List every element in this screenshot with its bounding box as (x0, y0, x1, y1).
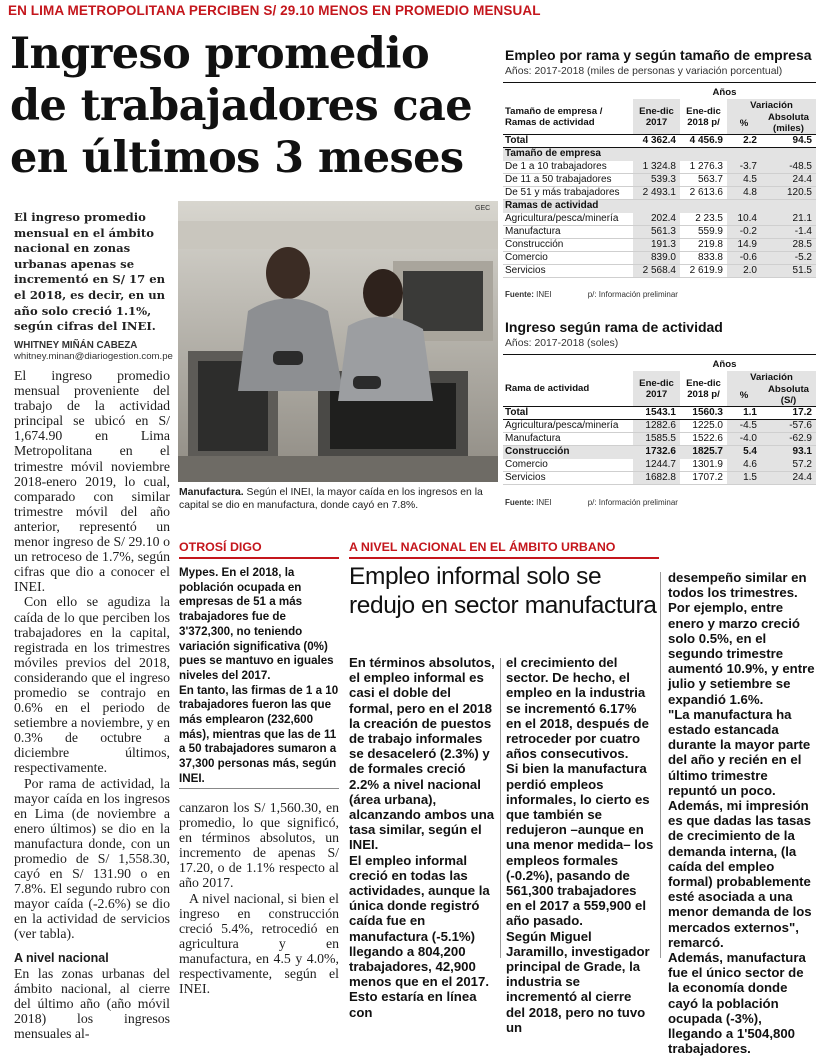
cell-value: -4.0 (727, 433, 761, 446)
cell-value: 1.1 (727, 407, 761, 420)
byline-email[interactable]: whitney.minan@diariogestion.com.pe (14, 351, 173, 362)
cell-value: 2 619.9 (680, 265, 727, 278)
table-row (503, 148, 816, 161)
table2-title: Ingreso según rama de actividad (505, 319, 723, 335)
cell-value: 839.0 (633, 252, 680, 265)
table1-top-rule (503, 82, 816, 83)
row-label: De 51 y más trabajadores (503, 187, 633, 200)
cell-value: 563.7 (680, 174, 727, 187)
body-paragraph: Por rama de actividad, la mayor caída en los ingresos en Lima (de noviembre a enero últimos) se dio en la manufactura donde, con un promedio de S/ 1,558.30, cayó en S/ 131.90 o en 7.8%. El segundo rubro con mayor caída (-2.6%) se dio en la actividad de servicios (ver tabla). (14, 775, 170, 942)
otrosi-separator (179, 788, 339, 789)
table2-subtitle: Años: 2017-2018 (soles) (505, 338, 619, 349)
body-paragraph: El ingreso promedio mensual proveniente del trabajo de la actividad principal se ubicó en S/ 1,674.90 en Lima Metropolitana en el trimestre móvil noviembre 2018-enero 2019, lo cual, comparado con similar trimestre móvil del año anterior, representó un menor ingreso de S/ 29.10 o un retroceso de 1.7%, según cifras que dio a conocer el INEI. (14, 368, 170, 595)
cell-value: -62.9 (761, 433, 816, 446)
sidebar-column-1: En términos absolutos, el empleo informal es casi el doble del formal, pero en el 2018 la creación de puestos de trabajo informales se desaceleró (2.3%) y de formales creció 2.2% a nivel nacional (área urbana), alcanzando ambos una tasa similar, según el INEI. El empleo informal creció en todas las actividades, aunque la única donde registró caída fue en manufactura (-5.1%) llegando a 804,200 trabajadores, 42,900 menos que en el 2017. Esto estaría en línea con (349, 655, 495, 1020)
cell-value: 4 362.4 (633, 135, 680, 148)
row-label: Comercio (503, 459, 633, 472)
table2-note: p/: Información preliminar (587, 498, 678, 507)
cell-value: 1225.0 (680, 420, 727, 433)
caption-lead: Manufactura. (179, 487, 244, 498)
cell-value: 93.1 (761, 446, 816, 459)
body-paragraph: En las zonas urbanas del ámbito nacional, al cierre del último año (año móvil 2018) los ingresos mensuales al- (14, 965, 170, 1042)
cell-value: 94.5 (761, 135, 816, 148)
cell-value: 57.2 (761, 459, 816, 472)
cell-value: 2 613.6 (680, 187, 727, 200)
row-label: Agricultura/pesca/minería (503, 213, 633, 226)
cell-value: 1560.3 (680, 407, 727, 420)
row-label: Comercio (503, 252, 633, 265)
cell-value: 51.5 (761, 265, 816, 278)
factory-photo (178, 201, 498, 482)
row-label: Tamaño de empresa (503, 148, 816, 161)
table2-source: INEI (536, 498, 552, 507)
body-column-1 (14, 368, 170, 1041)
photo-credit: GEC (475, 205, 491, 212)
table-row (503, 252, 816, 265)
headline-line-2: de trabajadores cae (10, 81, 473, 131)
caption-text: Según el INEI, la mayor caída en los ingresos en la capital se dio en manufactura, donde cayó en 7.8%. (179, 487, 483, 512)
row-label: De 1 a 10 trabajadores (503, 161, 633, 174)
table2-footer (505, 498, 678, 507)
row-label: Servicios (503, 265, 633, 278)
table1-note: p/: Información preliminar (587, 290, 678, 299)
table2-header-abs: Absoluta (S/) (761, 384, 816, 407)
headline-line-1: Ingreso promedio (10, 29, 430, 79)
table-row (503, 187, 816, 200)
table2-header-years: Años (712, 359, 737, 370)
sidebar-kicker: A NIVEL NACIONAL EN EL ÁMBITO URBANO (349, 540, 616, 554)
cell-value: 28.5 (761, 239, 816, 252)
cell-value: 202.4 (633, 213, 680, 226)
cell-value: -0.2 (727, 226, 761, 239)
body-paragraph: canzaron los S/ 1,560.30, en promedio, lo que significó, en términos absolutos, un incremento de apenas S/ 17.20, o de 1.1% respecto al año 2017. (179, 800, 339, 891)
cell-value: 14.9 (727, 239, 761, 252)
table1-header-abs: Absoluta (miles) (761, 112, 816, 135)
cell-value: -1.4 (761, 226, 816, 239)
otrosi-rule (179, 557, 339, 559)
row-label: Servicios (503, 472, 633, 485)
cell-value: -57.6 (761, 420, 816, 433)
table-row (503, 472, 816, 485)
cell-value: 191.3 (633, 239, 680, 252)
table-row (503, 420, 816, 433)
cell-value: 2.0 (727, 265, 761, 278)
row-label: Total (503, 135, 633, 148)
cell-value: 1282.6 (633, 420, 680, 433)
sidebar-column-3: desempeño similar en todos los trimestres. Por ejemplo, entre enero y marzo creció solo 0.5%, en el segundo trimestre aumentó 10.9%, y entre julio y setiembre se expandió 1.6%. "La manufactura ha estado estancada durante la mayor parte del año y recién en el último trimestre repuntó un poco. Además, mi impresión es que dadas las tasas de crecimiento de la demanda interna, (la caída del empleo formal) probablemente esté asociada a una menor demanda de los mercados externos", remarcó. Además, manufactura fue el único sector de la economía donde cayó la población ocupada (-3%), llegando a 1'504,800 trabajadores. (668, 570, 815, 1057)
otrosi-box (179, 566, 339, 787)
sidebar-headline-line-2: redujo en sector manufactura (349, 592, 657, 619)
table1-header-rowlabel: Tamaño de empresa / Ramas de actividad (505, 105, 603, 128)
otrosi-title: OTROSÍ DIGO (179, 540, 262, 554)
table2-header-pct: % (727, 384, 761, 407)
row-label: Construcción (503, 446, 633, 459)
table1-header-variation: Variación (727, 99, 816, 112)
kicker: EN LIMA METROPOLITANA PERCIBEN S/ 29.10 MENOS EN PROMEDIO MENSUAL (8, 3, 541, 18)
otrosi-text: En el 2018, la población ocupada en empresas de 51 a más trabajadores fue de 3'372,300, no teniendo variación significativa (0%) pues se mantuvo en iguales niveles del 2017. (179, 566, 334, 682)
table2 (503, 358, 816, 485)
cell-value: -48.5 (761, 161, 816, 174)
lede: El ingreso promedio mensual en el ámbito nacional en zonas urbanas apenas se incrementó en S/ 17 en el 2018, es decir, en un año solo creció 1.1%, según cifras del INEI. (14, 210, 166, 334)
table1 (503, 86, 816, 278)
cell-value: 1707.2 (680, 472, 727, 485)
photo-caption (179, 486, 497, 513)
row-label: Construcción (503, 239, 633, 252)
table-row (503, 135, 816, 148)
headline-line-3: en últimos 3 meses (10, 133, 464, 183)
table-row (503, 200, 816, 213)
headline (10, 28, 480, 184)
cell-value: 4.5 (727, 174, 761, 187)
row-label: Total (503, 407, 633, 420)
cell-value: -4.5 (727, 420, 761, 433)
cell-value: 1.5 (727, 472, 761, 485)
table2-header-2018: Ene-dic 2018 p/ (686, 377, 721, 400)
table1-footer (505, 290, 678, 299)
table-row (503, 226, 816, 239)
cell-value: 1585.5 (633, 433, 680, 446)
cell-value: 17.2 (761, 407, 816, 420)
cell-value: 1 324.8 (633, 161, 680, 174)
sidebar-headline (349, 562, 659, 620)
cell-value: 2 493.1 (633, 187, 680, 200)
body-paragraph: A nivel nacional, si bien el ingreso en construcción creció 5.4%, retrocedió en agricultura y en manufactura, en 4.5 y 4.0%, respectivamente, según el INEI. (179, 890, 339, 997)
cell-value: 4.8 (727, 187, 761, 200)
cell-value: 24.4 (761, 472, 816, 485)
cell-value: 2.2 (727, 135, 761, 148)
table2-source-label: Fuente: (505, 498, 534, 507)
cell-value: -3.7 (727, 161, 761, 174)
table-row (503, 265, 816, 278)
sidebar-headline-line-1: Empleo informal solo se (349, 563, 602, 590)
table-row (503, 459, 816, 472)
cell-value: 1543.1 (633, 407, 680, 420)
otrosi-text-2: En tanto, las firmas de 1 a 10 trabajadores fueron las que más emplearon (232,600 más), mientras que las de 11 a 50 trabajadores sumaron a 37,300 personas más, según INEI. (179, 683, 339, 785)
cell-value: 1825.7 (680, 446, 727, 459)
cell-value: 120.5 (761, 187, 816, 200)
sidebar-rule (349, 557, 659, 559)
cell-value: 21.1 (761, 213, 816, 226)
table1-subtitle: Años: 2017-2018 (miles de personas y variación porcentual) (505, 66, 783, 77)
cell-value: 2 568.4 (633, 265, 680, 278)
cell-value: 24.4 (761, 174, 816, 187)
cell-value: -0.6 (727, 252, 761, 265)
table1-source: INEI (536, 290, 552, 299)
cell-value: 1301.9 (680, 459, 727, 472)
cell-value: 10.4 (727, 213, 761, 226)
cell-value: -5.2 (761, 252, 816, 265)
row-label: Agricultura/pesca/minería (503, 420, 633, 433)
row-label: De 11 a 50 trabajadores (503, 174, 633, 187)
row-label: Manufactura (503, 226, 633, 239)
row-label: Ramas de actividad (503, 200, 816, 213)
cell-value: 1522.6 (680, 433, 727, 446)
table1-header-2018: Ene-dic 2018 p/ (686, 105, 721, 128)
table-row (503, 174, 816, 187)
cell-value: 833.8 (680, 252, 727, 265)
table2-header-variation: Variación (727, 371, 816, 384)
body-column-2 (179, 800, 339, 996)
cell-value: 1 276.3 (680, 161, 727, 174)
cell-value: 539.3 (633, 174, 680, 187)
table1-header-2017: Ene-dic 2017 (633, 99, 680, 135)
table2-top-rule (503, 354, 816, 355)
column-separator (660, 572, 661, 958)
cell-value: 2 23.5 (680, 213, 727, 226)
table1-source-label: Fuente: (505, 290, 534, 299)
sidebar-column-2: el crecimiento del sector. De hecho, el empleo en la industria se incrementó 6.17% en el 2018, después de retroceder por cuatro años consecutivos. Si bien la manufactura perdió empleos informales, lo cierto es que también se redujeron –aunque en una menor medida– los empleos formales (-0.2%), pasando de 561,300 trabajadores en el 2017 a 559,900 el año pasado. Según Miguel Jaramillo, investigador principal de Grade, la industria se incrementó al cierre del 2018, pero no tuvo un (506, 655, 654, 1035)
row-label: Manufactura (503, 433, 633, 446)
table2-header-2017: Ene-dic 2017 (633, 371, 680, 407)
cell-value: 561.3 (633, 226, 680, 239)
cell-value: 559.9 (680, 226, 727, 239)
cell-value: 1682.8 (633, 472, 680, 485)
table-row (503, 407, 816, 420)
table1-header-years: Años (712, 87, 737, 98)
table-row (503, 161, 816, 174)
table-row (503, 239, 816, 252)
workers-photo-illustration (178, 201, 498, 482)
table-row (503, 213, 816, 226)
table-row (503, 433, 816, 446)
table-row (503, 446, 816, 459)
cell-value: 1244.7 (633, 459, 680, 472)
cell-value: 5.4 (727, 446, 761, 459)
byline (14, 340, 173, 362)
cell-value: 4.6 (727, 459, 761, 472)
cell-value: 1732.6 (633, 446, 680, 459)
column-separator (500, 658, 501, 958)
cell-value: 219.8 (680, 239, 727, 252)
byline-name: WHITNEY MIÑÁN CABEZA (14, 340, 138, 351)
table2-header-rowlabel: Rama de actividad (505, 383, 590, 394)
table1-title: Empleo por rama y según tamaño de empresa (505, 47, 812, 63)
body-paragraph: Con ello se agudiza la caída de lo que perciben los trabajadores en la capital, registrada en los trimestres móviles previos del 2018, considerando que el ingreso promedio se contrajo en 0.6% en el periodo de setiembre a noviembre, y en 0.3% de octubre a diciembre últimos, respectivamente. (14, 594, 170, 776)
otrosi-lead: Mypes. (179, 566, 219, 579)
table1-header-pct: % (727, 112, 761, 135)
cell-value: 4 456.9 (680, 135, 727, 148)
subheading-a-nivel-nacional: A nivel nacional (14, 950, 109, 965)
